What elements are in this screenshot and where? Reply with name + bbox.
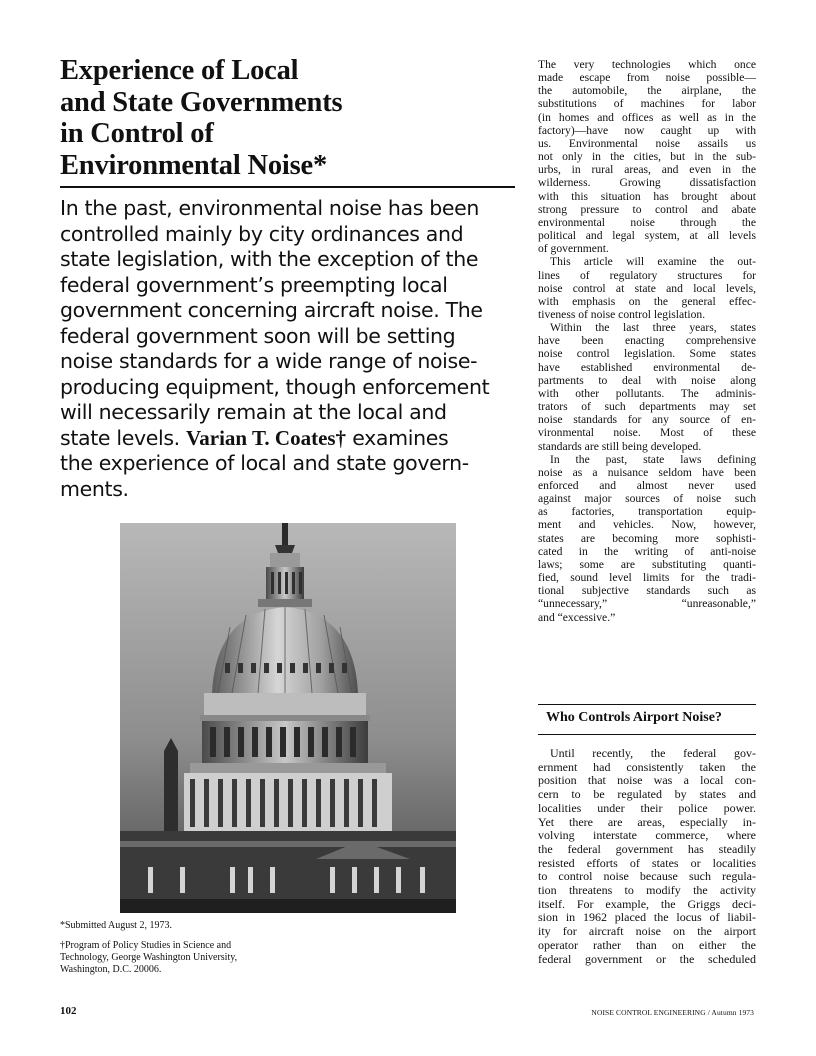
author-name: Varian T. Coates†	[186, 425, 347, 450]
lead-line: state legislation, with the exception of the	[60, 247, 479, 271]
section-body-text	[538, 747, 756, 966]
title-line: Environmental Noise*	[60, 149, 328, 181]
lead-line: federal government’s preempting local	[60, 272, 448, 297]
lead-line: producing equipment, though enforcement	[60, 374, 490, 399]
column-line: and “excessive.”	[538, 610, 616, 624]
column-line: Yet there are areas, especially in-	[538, 814, 756, 829]
column-line: tion threatens to modify the activity	[538, 883, 756, 898]
column-line: noise control at state and local levels,	[538, 281, 756, 295]
column-line: volving interstate commerce, where	[538, 828, 756, 843]
column-line: environmental noise through the	[538, 215, 756, 229]
column-line: substitutions of machines for labor	[538, 97, 756, 111]
column-line: factory)—have now caught up with	[538, 123, 756, 137]
column-line: to control noise because such regula-	[538, 869, 756, 884]
column-line: resisted efforts of states or localities	[538, 855, 756, 870]
article-title	[60, 55, 515, 181]
column-line: itself. For example, the Griggs deci-	[538, 896, 756, 911]
column-line: fied, sound level limits for the tradi-	[538, 571, 756, 585]
column-line: against major sources of noise such	[538, 492, 756, 506]
column-line: with emphasis on the general effec-	[538, 294, 756, 308]
column-line: cated in the writing of anti-noise	[538, 544, 756, 558]
right-column-text	[538, 58, 756, 624]
capitol-dome-photo	[120, 523, 456, 913]
column-line: ment and vehicles. Now, however,	[538, 518, 756, 532]
column-line: political and legal system, at all levels	[538, 229, 756, 243]
title-line: in Control of	[60, 118, 214, 149]
column-line: standards are still being developed.	[538, 439, 702, 453]
lead-line: In the past, environmental noise has been	[60, 196, 480, 220]
column-line: as factories, transportation equip-	[538, 505, 756, 519]
title-line: and State Governments	[60, 86, 343, 118]
column-line: made escape from noise possible—	[538, 71, 756, 85]
footnote-line: Washington, D.C. 20006.	[60, 964, 162, 975]
column-line: the federal government has steadily	[538, 841, 756, 856]
column-line: us. Environmental noise assails us	[538, 136, 756, 150]
column-line: not only in the cities, but in the sub-	[538, 150, 756, 164]
column-line: with other pollutants. The adminis-	[538, 386, 756, 400]
column-line: “unnecessary,” “unreasonable,”	[538, 597, 756, 611]
column-line: (in homes and offices as well as in the	[538, 110, 756, 124]
lead-line: federal government soon will be setting	[60, 323, 456, 348]
column-line: In the past, state laws defining	[550, 452, 756, 466]
submitted-footnote	[60, 920, 300, 932]
page-number: 102	[60, 1005, 77, 1017]
column-line: noise as a nuisance seldom have been	[538, 465, 756, 479]
column-line: noise standards for any source of en-	[538, 413, 756, 427]
column-line: Until recently, the federal gov-	[550, 746, 756, 760]
column-line: tiveness of noise control legislation.	[538, 307, 706, 321]
lead-line: government concerning aircraft noise. The	[60, 298, 483, 322]
column-line: localities under their police power.	[538, 800, 756, 815]
running-footer: NOISE CONTROL ENGINEERING / Autumn 1973	[591, 1008, 754, 1017]
column-line: wilderness. Growing dissatisfaction	[538, 176, 756, 190]
column-line: of government.	[538, 242, 609, 256]
column-line: federal government or the scheduled	[538, 951, 756, 966]
column-line: This article will examine the out-	[550, 255, 756, 269]
column-line: states are becoming more sophisti-	[538, 531, 756, 545]
column-line: strong pressure to control and abate	[538, 202, 756, 216]
column-line: operator rather than on either the	[538, 937, 756, 952]
column-line: lines of regulatory structures for	[538, 268, 756, 282]
column-line: position that noise was a local con-	[538, 773, 756, 788]
column-line: the automobile, the airplane, the	[538, 84, 756, 98]
footnote-line: Technology, George Washington University,	[60, 952, 238, 963]
column-line: cern to be regulated by states and	[538, 787, 756, 802]
lead-paragraph	[60, 196, 515, 502]
lead-line: will necessarily remain at the local and	[60, 400, 447, 424]
lead-line: controlled mainly by city ordinances and	[60, 221, 464, 246]
section-heading: Who Controls Airport Noise?	[546, 710, 722, 725]
lead-line: the experience of local and state govern-	[60, 451, 469, 475]
column-line: have been enacting comprehensive	[538, 334, 756, 348]
column-line: partments to deal with noise along	[538, 373, 756, 387]
column-line: urbs, in rural areas, and even in the	[538, 163, 756, 177]
column-line: sion in 1962 placed the locus of liabil-	[538, 910, 756, 925]
column-line: laws; some are substituting quanti-	[538, 557, 756, 571]
affiliation-footnote	[60, 940, 300, 976]
column-line: have established environmental de-	[538, 360, 756, 374]
lead-author-line	[60, 426, 515, 452]
column-line: The very technologies which once	[538, 58, 756, 71]
sidebox-bottom-rule	[538, 734, 756, 735]
title-rule	[60, 186, 515, 188]
lead-line-text: state levels.	[60, 425, 180, 450]
footnote-line: †Program of Policy Studies in Science and	[60, 940, 232, 951]
lead-line: ments.	[60, 476, 129, 501]
column-line: ernment had consistently taken the	[538, 759, 756, 774]
column-line: trators of such departments may set	[538, 400, 756, 414]
column-line: Within the last three years, states	[550, 321, 756, 335]
lead-line: noise standards for a wide range of noise-	[60, 349, 478, 373]
column-line: vironmental noise. Most of these	[538, 426, 756, 440]
column-line: ity for aircraft noise on the airport	[538, 924, 756, 939]
column-line: tional subjective standards such as	[538, 584, 756, 598]
sidebox-top-rule	[538, 704, 756, 705]
footnote-line: *Submitted August 2, 1973.	[60, 920, 172, 931]
footnotes	[60, 920, 300, 984]
column-line: noise control legislation. Some states	[538, 347, 756, 361]
column-line: enforced and almost never used	[538, 479, 756, 492]
title-line: Experience of Local	[60, 55, 299, 86]
lead-line-text: examines	[346, 425, 449, 450]
column-line: with this situation has brought about	[538, 189, 756, 203]
